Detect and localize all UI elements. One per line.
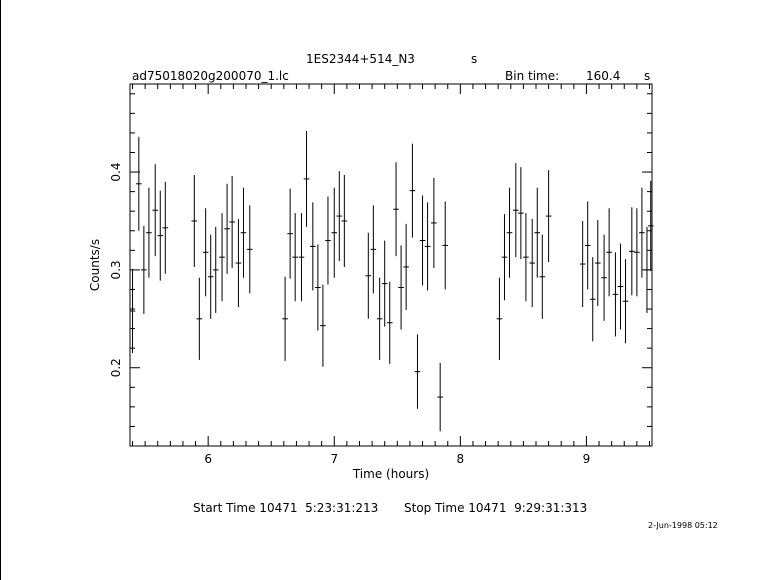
data-point	[518, 167, 524, 259]
x-tick-label: 8	[456, 452, 465, 466]
data-point	[415, 334, 421, 408]
data-point	[130, 269, 136, 353]
object-name: 1ES2344+514_N3	[306, 52, 415, 66]
x-tick-label: 6	[204, 452, 212, 466]
data-point	[431, 178, 437, 268]
data-point	[529, 219, 535, 307]
file-name: ad75018020g200070_1.lc	[132, 69, 289, 83]
data-point	[136, 137, 142, 231]
data-point	[331, 188, 337, 278]
data-point	[387, 282, 393, 364]
data-point	[365, 233, 371, 319]
data-point	[410, 144, 416, 238]
data-point	[162, 182, 168, 274]
data-point	[287, 189, 293, 279]
data-point	[507, 188, 513, 278]
data-point	[197, 278, 203, 360]
data-points	[130, 131, 654, 431]
data-point	[648, 181, 654, 271]
data-point	[580, 221, 586, 307]
date-stamp: 2-Jun-1998 05:12	[648, 521, 718, 530]
data-point	[629, 207, 635, 295]
y-tick-label: 0.2	[109, 358, 123, 378]
data-point	[320, 285, 326, 367]
data-point	[371, 205, 377, 293]
data-point	[601, 235, 607, 321]
object-unit: s	[471, 52, 478, 66]
data-point	[618, 243, 624, 329]
data-point	[585, 201, 591, 289]
data-point	[437, 363, 443, 431]
data-point	[613, 252, 619, 336]
data-point	[224, 184, 230, 274]
y-tick-label: 0.4	[109, 162, 123, 182]
data-point	[292, 213, 298, 301]
data-point	[623, 259, 629, 343]
y-axis-label: Counts/s	[88, 238, 102, 292]
x-tick-label: 9	[582, 452, 591, 466]
data-point	[310, 202, 316, 290]
data-point	[304, 131, 310, 227]
data-point	[523, 213, 529, 301]
data-point	[325, 197, 331, 285]
x-axis-label: Time (hours)	[352, 467, 430, 481]
data-point	[420, 196, 426, 286]
data-point	[315, 244, 321, 330]
data-point	[382, 241, 388, 327]
data-point	[282, 277, 288, 361]
data-point	[590, 257, 596, 341]
data-point	[502, 214, 508, 300]
data-point	[191, 175, 197, 267]
stop-time: Stop Time 10471 9:29:31:313	[404, 501, 588, 515]
tick-labels	[109, 163, 590, 466]
data-point	[595, 220, 601, 306]
data-point	[141, 226, 147, 314]
data-point	[342, 175, 348, 267]
data-point	[247, 205, 253, 293]
data-point	[606, 208, 612, 296]
data-point	[299, 213, 305, 301]
x-tick-label: 7	[330, 452, 339, 466]
data-point	[403, 224, 409, 310]
data-point	[146, 188, 152, 278]
data-point	[442, 201, 448, 289]
data-point	[534, 188, 540, 278]
bin-time-unit: s	[644, 69, 651, 83]
data-point	[236, 219, 242, 307]
data-point	[497, 278, 503, 360]
data-point	[539, 235, 545, 319]
data-point	[229, 176, 235, 268]
data-point	[513, 163, 519, 257]
data-point	[377, 278, 383, 360]
start-time: Start Time 10471 5:23:31:213	[193, 501, 379, 515]
y-tick-label: 0.3	[109, 260, 123, 280]
bin-time-label: Bin time:	[505, 69, 560, 83]
data-point	[203, 208, 209, 296]
data-point	[219, 213, 225, 301]
data-point	[393, 162, 399, 256]
data-point	[157, 191, 163, 281]
data-point	[634, 208, 640, 296]
plot-frame	[130, 84, 652, 446]
data-point	[241, 188, 247, 278]
data-point	[398, 245, 404, 329]
axis-ticks	[130, 84, 652, 446]
data-point	[336, 171, 342, 261]
data-point	[546, 170, 552, 262]
data-point	[213, 227, 219, 313]
data-point	[152, 164, 158, 256]
data-point	[208, 235, 214, 319]
data-point	[425, 202, 431, 290]
bin-time-value: 160.4	[586, 69, 621, 83]
data-point	[639, 188, 645, 278]
data-point	[644, 227, 650, 313]
